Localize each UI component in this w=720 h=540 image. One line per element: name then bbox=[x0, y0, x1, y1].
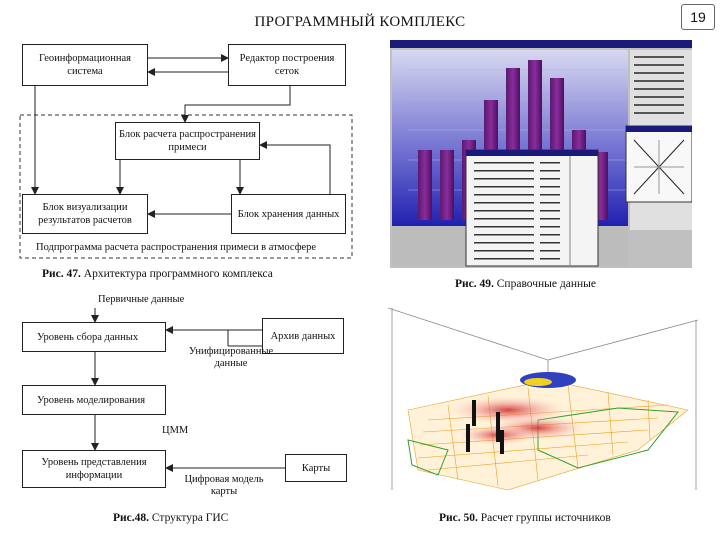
maps-block: Карты bbox=[285, 454, 347, 482]
page-title: ПРОГРАММНЫЙ КОМПЛЕКС bbox=[254, 14, 466, 30]
fig48-caption bbox=[113, 512, 228, 524]
collect-level-block: Уровень сбора данных bbox=[22, 322, 166, 352]
source-group-picture bbox=[388, 300, 700, 500]
fig47-caption-number: Рис. 47. bbox=[42, 268, 81, 280]
source-group-render bbox=[388, 300, 700, 500]
calc-block: Блок расчета распространения примеси bbox=[115, 122, 260, 160]
fig49-caption-number: Рис. 49. bbox=[455, 278, 494, 290]
model-level-block: Уровень моделирования bbox=[22, 385, 166, 415]
fig49-caption bbox=[455, 278, 596, 290]
fig47-caption-text: Архитектура программного комплекса bbox=[83, 268, 273, 280]
reference-data-screenshot bbox=[390, 40, 692, 268]
gis-block: Геоинформационная система bbox=[22, 44, 148, 86]
storage-block: Блок хранения данных bbox=[231, 194, 346, 234]
cmm-label: ЦММ bbox=[162, 425, 189, 436]
visualization-block: Блок визуализации результатов расчетов bbox=[22, 194, 148, 234]
fig50-caption bbox=[439, 512, 611, 524]
reference-data-picture bbox=[390, 40, 692, 268]
page-number: 19 bbox=[681, 4, 715, 30]
fig50-caption-text: Расчет группы источников bbox=[480, 512, 611, 524]
presentation-level-block: Уровень представления информации bbox=[22, 450, 166, 488]
fig48-caption-text: Структура ГИС bbox=[151, 512, 229, 524]
grid-editor-block: Редактор построения сеток bbox=[228, 44, 346, 86]
dem-label: Цифровая модель карты bbox=[184, 474, 264, 497]
fig50-caption-number: Рис. 50. bbox=[439, 512, 478, 524]
subprogram-label: Подпрограмма расчета распространения примеси в атмосфере bbox=[36, 242, 317, 253]
primary-data-label: Первичные данные bbox=[98, 294, 185, 305]
unified-data-label: Унифицированные данные bbox=[188, 346, 274, 369]
fig48-caption-number: Рис.48. bbox=[113, 512, 150, 524]
fig47-caption bbox=[42, 268, 273, 280]
archive-block: Архив данных bbox=[262, 318, 344, 354]
fig49-caption-text: Справочные данные bbox=[496, 278, 596, 290]
